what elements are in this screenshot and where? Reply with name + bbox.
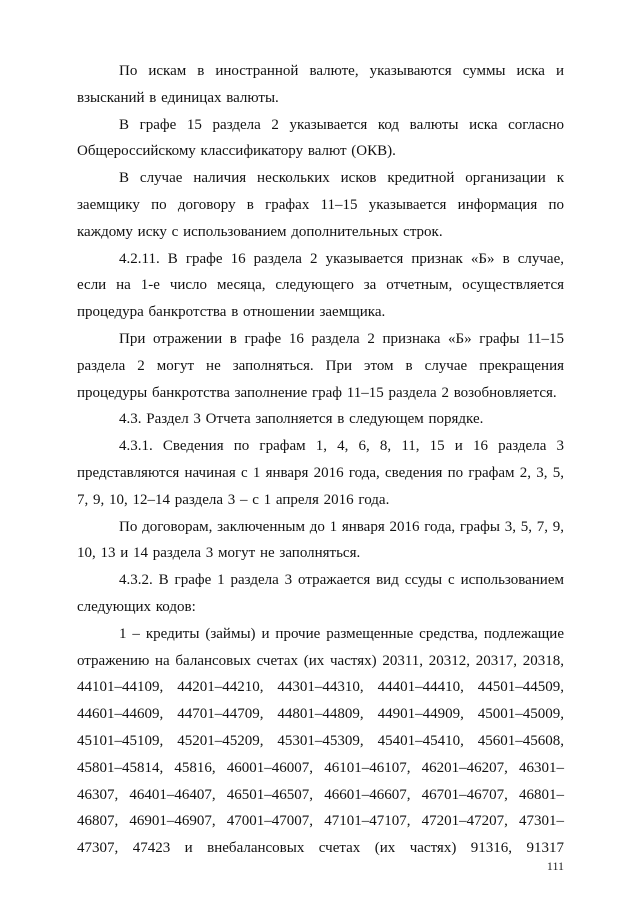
paragraph-4-3-1: 4.3.1. Сведения по графам 1, 4, 6, 8, 11, 15 и 16 раздела 3 представляются начиная с 1 января 2016 года, сведения по графам 2, 3, 5, 7, 9, 10, 12–14 раздела 3 – с 1 апреля 2016 года. xyxy=(77,438,564,508)
paragraph-bankruptcy-flag: При отражении в графе 16 раздела 2 признака «Б» графы 11–15 раздела 2 могут не заполняться. При этом в случае прекращения процедуры банкротства заполнение граф 11–15 раздела 2 возобновляется. xyxy=(77,330,564,401)
paragraph-column-15-currency-code: В графе 15 раздела 2 указывается код валюты иска согласно Общероссийскому классификатору валют (ОКВ). xyxy=(77,116,564,160)
paragraph-4-3-2: 4.3.2. В графе 1 раздела 3 отражается вид ссуды с использованием следующих кодов: xyxy=(77,572,564,615)
document-body xyxy=(77,58,564,862)
paragraph-multiple-claims: В случае наличия нескольких исков кредитной организации к заемщику по договору в графах 11–15 указывается информация по каждому иску с использованием дополнительных строк. xyxy=(77,170,564,240)
paragraph-foreign-currency-claims: По искам в иностранной валюте, указываются суммы иска и взысканий в единицах валюты. xyxy=(77,63,564,106)
paragraph-4-3: 4.3. Раздел 3 Отчета заполняется в следующем порядке. xyxy=(119,411,484,428)
page-number: 111 xyxy=(546,859,564,873)
paragraph-contracts-before-2016: По договорам, заключенным до 1 января 2016 года, графы 3, 5, 7, 9, 10, 13 и 14 раздела 3 могут не заполняться. xyxy=(77,518,564,562)
paragraph-loan-code-1: 1 – кредиты (займы) и прочие размещенные средства, подлежащие отражению на балансовых счетах (их частях) 20311, 20312, 20317, 20318, 44101–44109, 44201–44210, 44301–44310, 44401–44410, 44501–44509, 44601–44609, 44701–44709, 44801–44809, 44901–44909, 45001–45009, 45101–45109, 45201–45209, 45301–45309, 45401–45410, 45601–45608, 45801–45814, 45816, 46001–46007, 46101–46107, 46201–46207, 46301–46307, 46401–46407, 46501–46507, 46601–46607, 46701–46707, 46801–46807, 46901–46907, 47001–47007, 47101–47107, 47201–47207, 47301–47307, 47423 и внебалансовых счетах (их частях) 91316, 91317 xyxy=(77,625,564,857)
paragraph-4-2-11: 4.2.11. В графе 16 раздела 2 указывается признак «Б» в случае, если на 1-е число месяца, следующего за отчетным, осуществляется процедура банкротства в отношении заемщика. xyxy=(77,250,564,321)
